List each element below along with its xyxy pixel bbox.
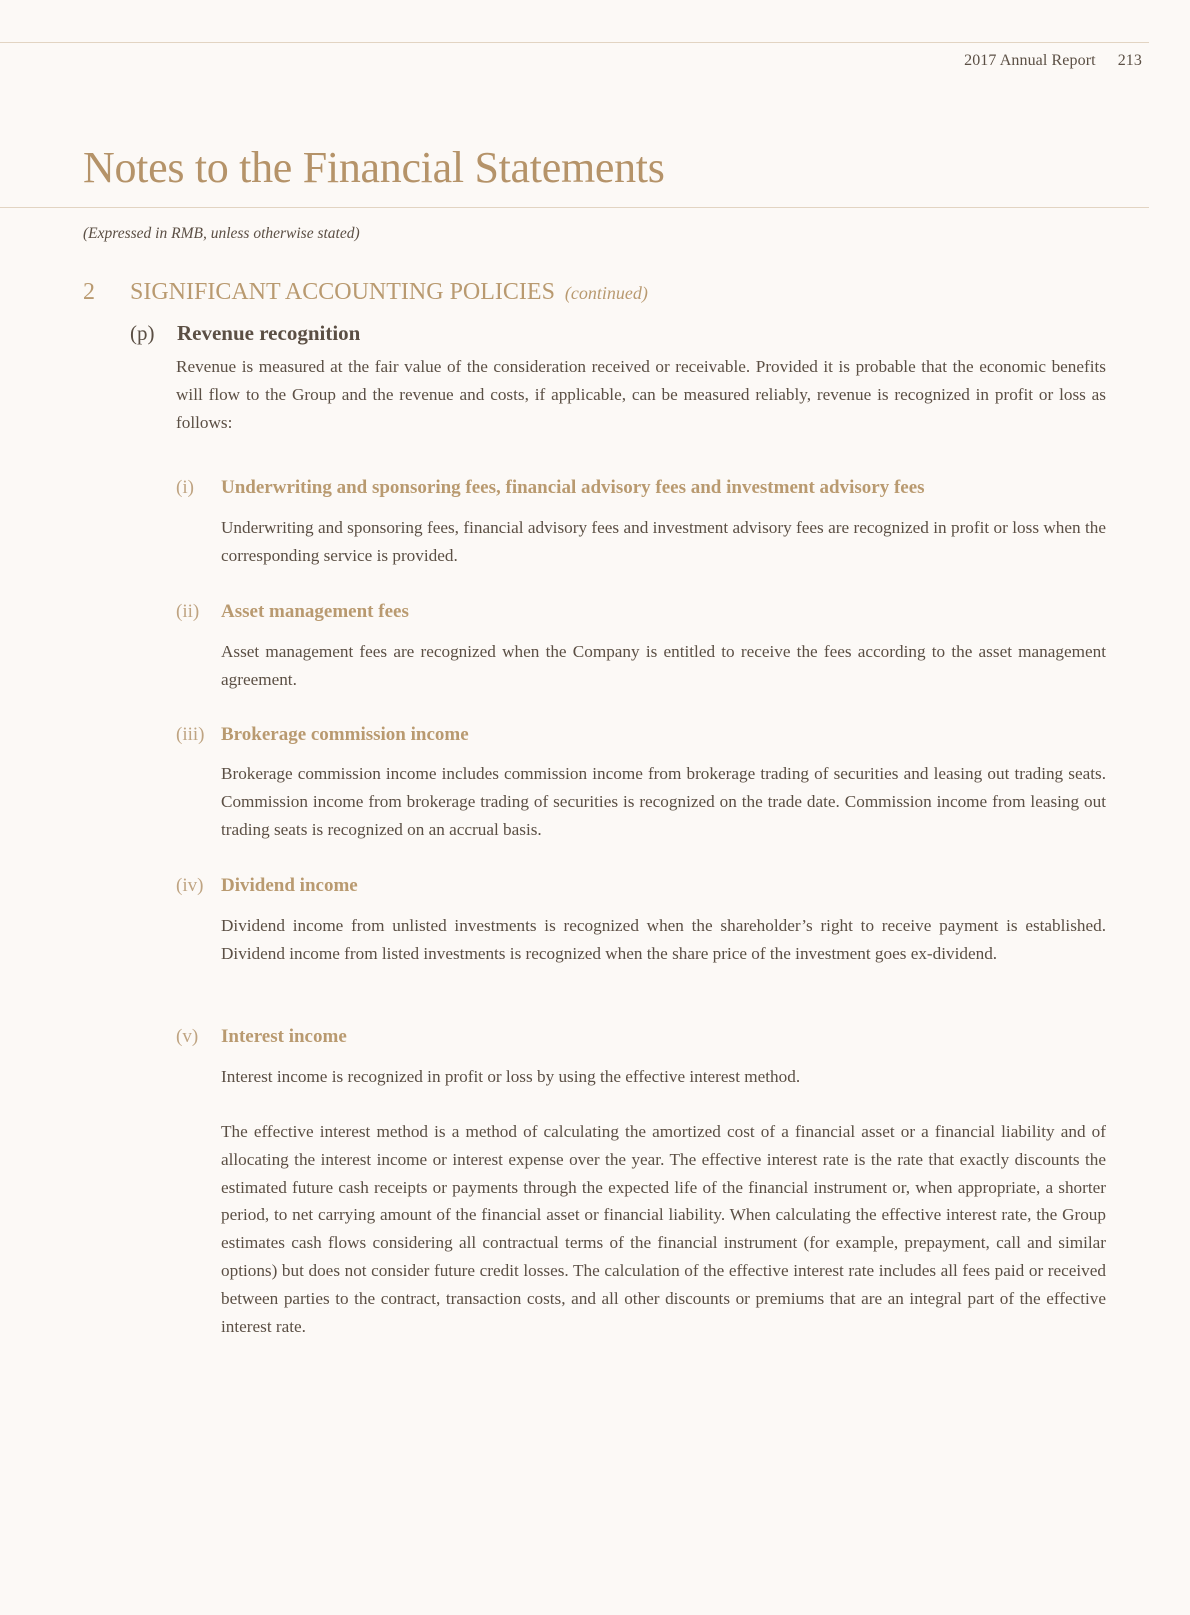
item-title: Asset management fees (221, 601, 409, 622)
item-title: Interest income (221, 1026, 347, 1047)
item-title: Dividend income (221, 875, 358, 896)
item-number: (i) (176, 477, 194, 498)
title-rule (0, 207, 1149, 208)
running-header (964, 52, 1142, 70)
section-number: 2 (83, 279, 95, 305)
page-number: 213 (1117, 52, 1142, 69)
page-title: Notes to the Financial Statements (83, 143, 665, 192)
item-heading-dividend-income (176, 876, 358, 895)
subsection-title: Revenue recognition (177, 321, 361, 345)
intro-paragraph: Revenue is measured at the fair value of the consideration received or receivable. Provided it is probable that the economic benefits will flow to the Group and the revenue and costs, if applicable, can be measured reliably, revenue is recognized in profit or loss as follows: (176, 357, 1106, 432)
section-heading (83, 280, 648, 304)
item-heading-underwriting-fees (176, 478, 925, 497)
item-paragraph: Underwriting and sponsoring fees, financial advisory fees and investment advisory fees are recognized in profit or loss when the corresponding service is provided. (221, 518, 1106, 565)
subsection-heading (130, 323, 360, 344)
item-paragraph: Dividend income from unlisted investments is recognized when the shareholder’s right to receive payment is established. Dividend income from listed investments is recognized when the share price of the investment goes ex-dividend. (221, 916, 1106, 963)
item-number: (v) (176, 1026, 199, 1047)
item-paragraph: Asset management fees are recognized when the Company is entitled to receive the fees according to the asset management agreement. (221, 642, 1106, 689)
item-number: (iii) (176, 724, 205, 745)
item-paragraph: Brokerage commission income includes commission income from brokerage trading of securities and leasing out trading seats. Commission income from brokerage trading of securities is recognized on the trade date. Commission income from leasing out trading seats is recognized on an accrual basis. (221, 764, 1106, 839)
currency-note: (Expressed in RMB, unless otherwise stated) (83, 225, 360, 242)
item-title: Brokerage commission income (221, 724, 469, 745)
item-heading-asset-management-fees (176, 602, 409, 621)
report-name: 2017 Annual Report (964, 52, 1096, 69)
item-title: Underwriting and sponsoring fees, financial advisory fees and investment advisory fees (221, 477, 925, 498)
subsection-number: (p) (130, 321, 155, 345)
section-continued-label: (continued) (564, 283, 648, 303)
section-title: SIGNIFICANT ACCOUNTING POLICIES (130, 279, 555, 305)
item-heading-interest-income (176, 1027, 347, 1046)
item-paragraph: Interest income is recognized in profit or loss by using the effective interest method. (221, 1067, 801, 1086)
item-heading-brokerage-commission (176, 725, 469, 744)
item-paragraph: The effective interest method is a method of calculating the amortized cost of a financial asset or a financial liability and of allocating the interest income or interest expense over the year. The effective interest rate is the rate that exactly discounts the estimated future cash receipts or payments through the expected life of the financial instrument or, when appropriate, a shorter period, to net carrying amount of the financial asset or financial liability. When calculating the effective interest rate, the Group estimates cash flows considering all contractual terms of the financial instrument (for example, prepayment, call and similar options) but does not consider future credit losses. The calculation of the effective interest rate includes all fees paid or received between parties to the contract, transaction costs, and all other discounts or premiums that are an integral part of the effective interest rate. (221, 1122, 1106, 1336)
item-number: (ii) (176, 601, 200, 622)
item-number: (iv) (176, 875, 204, 896)
header-rule (0, 42, 1149, 43)
